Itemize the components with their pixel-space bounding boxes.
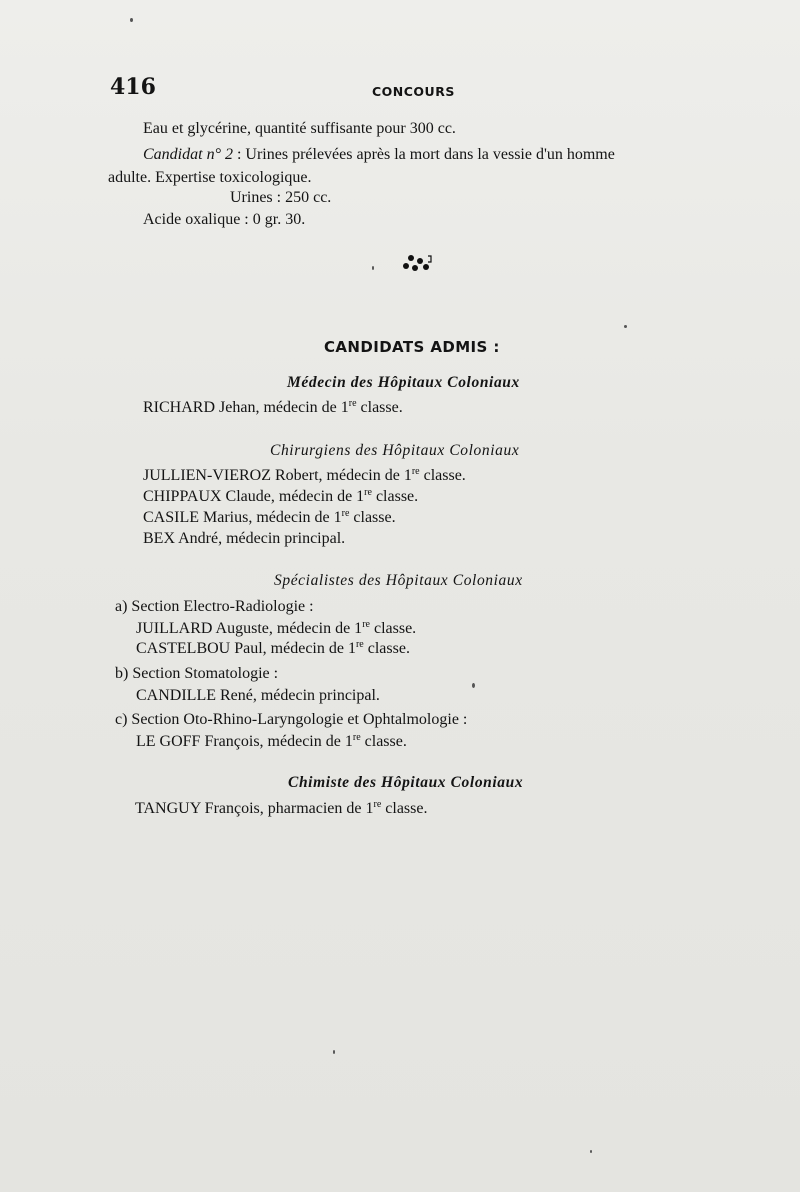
urines-line: Urines : 250 cc. xyxy=(230,189,332,206)
chirurgien-entry-2: CHIPPAUX Claude, médecin de 1re classe. xyxy=(143,487,419,505)
page-number: 416 xyxy=(110,74,156,100)
section-c-entry: LE GOFF François, médecin de 1re classe. xyxy=(136,732,407,750)
chimiste-entry: TANGUY François, pharmacien de 1re classe. xyxy=(135,799,428,817)
paper-speck xyxy=(590,1150,592,1153)
paper-speck xyxy=(130,18,133,22)
medecin-heading: Médecin des Hôpitaux Coloniaux xyxy=(287,374,520,391)
chirurgien-entry-3: CASILE Marius, médecin de 1re classe. xyxy=(143,508,396,526)
chirurgien-entry-4: BEX André, médecin principal. xyxy=(143,530,346,547)
section-b-entry: CANDILLE René, médecin principal. xyxy=(136,687,380,704)
paper-speck xyxy=(472,683,475,688)
running-title: CONCOURS xyxy=(372,84,455,99)
chimiste-heading: Chimiste des Hôpitaux Coloniaux xyxy=(288,774,524,791)
paper-speck xyxy=(372,266,374,270)
intro-line-2 xyxy=(143,146,615,164)
asterism-ornament xyxy=(400,252,434,274)
intro-line-1: Eau et glycérine, quantité suffisante pour 300 cc. xyxy=(143,120,456,137)
section-a: a) Section Electro-Radiologie : xyxy=(115,598,314,615)
chirurgien-entry-1: JULLIEN-VIEROZ Robert, médecin de 1re classe. xyxy=(143,466,466,484)
medecin-entry: RICHARD Jehan, médecin de 1re classe. xyxy=(143,398,403,416)
paper-speck xyxy=(333,1050,335,1054)
section-a-entry-1: JUILLARD Auguste, médecin de 1re classe. xyxy=(136,619,417,637)
section-b: b) Section Stomatologie : xyxy=(115,665,279,682)
chirurgiens-heading: Chirurgiens des Hôpitaux Coloniaux xyxy=(270,442,520,459)
specialistes-heading: Spécialistes des Hôpitaux Coloniaux xyxy=(274,572,523,589)
candidat-label: Candidat n° 2 xyxy=(143,146,233,163)
section-c: c) Section Oto-Rhino-Laryngologie et Ophtalmologie : xyxy=(115,711,468,728)
section-a-entry-2: CASTELBOU Paul, médecin de 1re classe. xyxy=(136,639,410,657)
admis-title: CANDIDATS ADMIS : xyxy=(324,338,500,356)
paper-speck xyxy=(624,325,627,328)
acide-line: Acide oxalique : 0 gr. 30. xyxy=(143,211,306,228)
candidat-text: : Urines prélevées après la mort dans la vessie d'un homme xyxy=(232,146,615,163)
intro-line-3: adulte. Expertise toxicologique. xyxy=(108,169,312,186)
